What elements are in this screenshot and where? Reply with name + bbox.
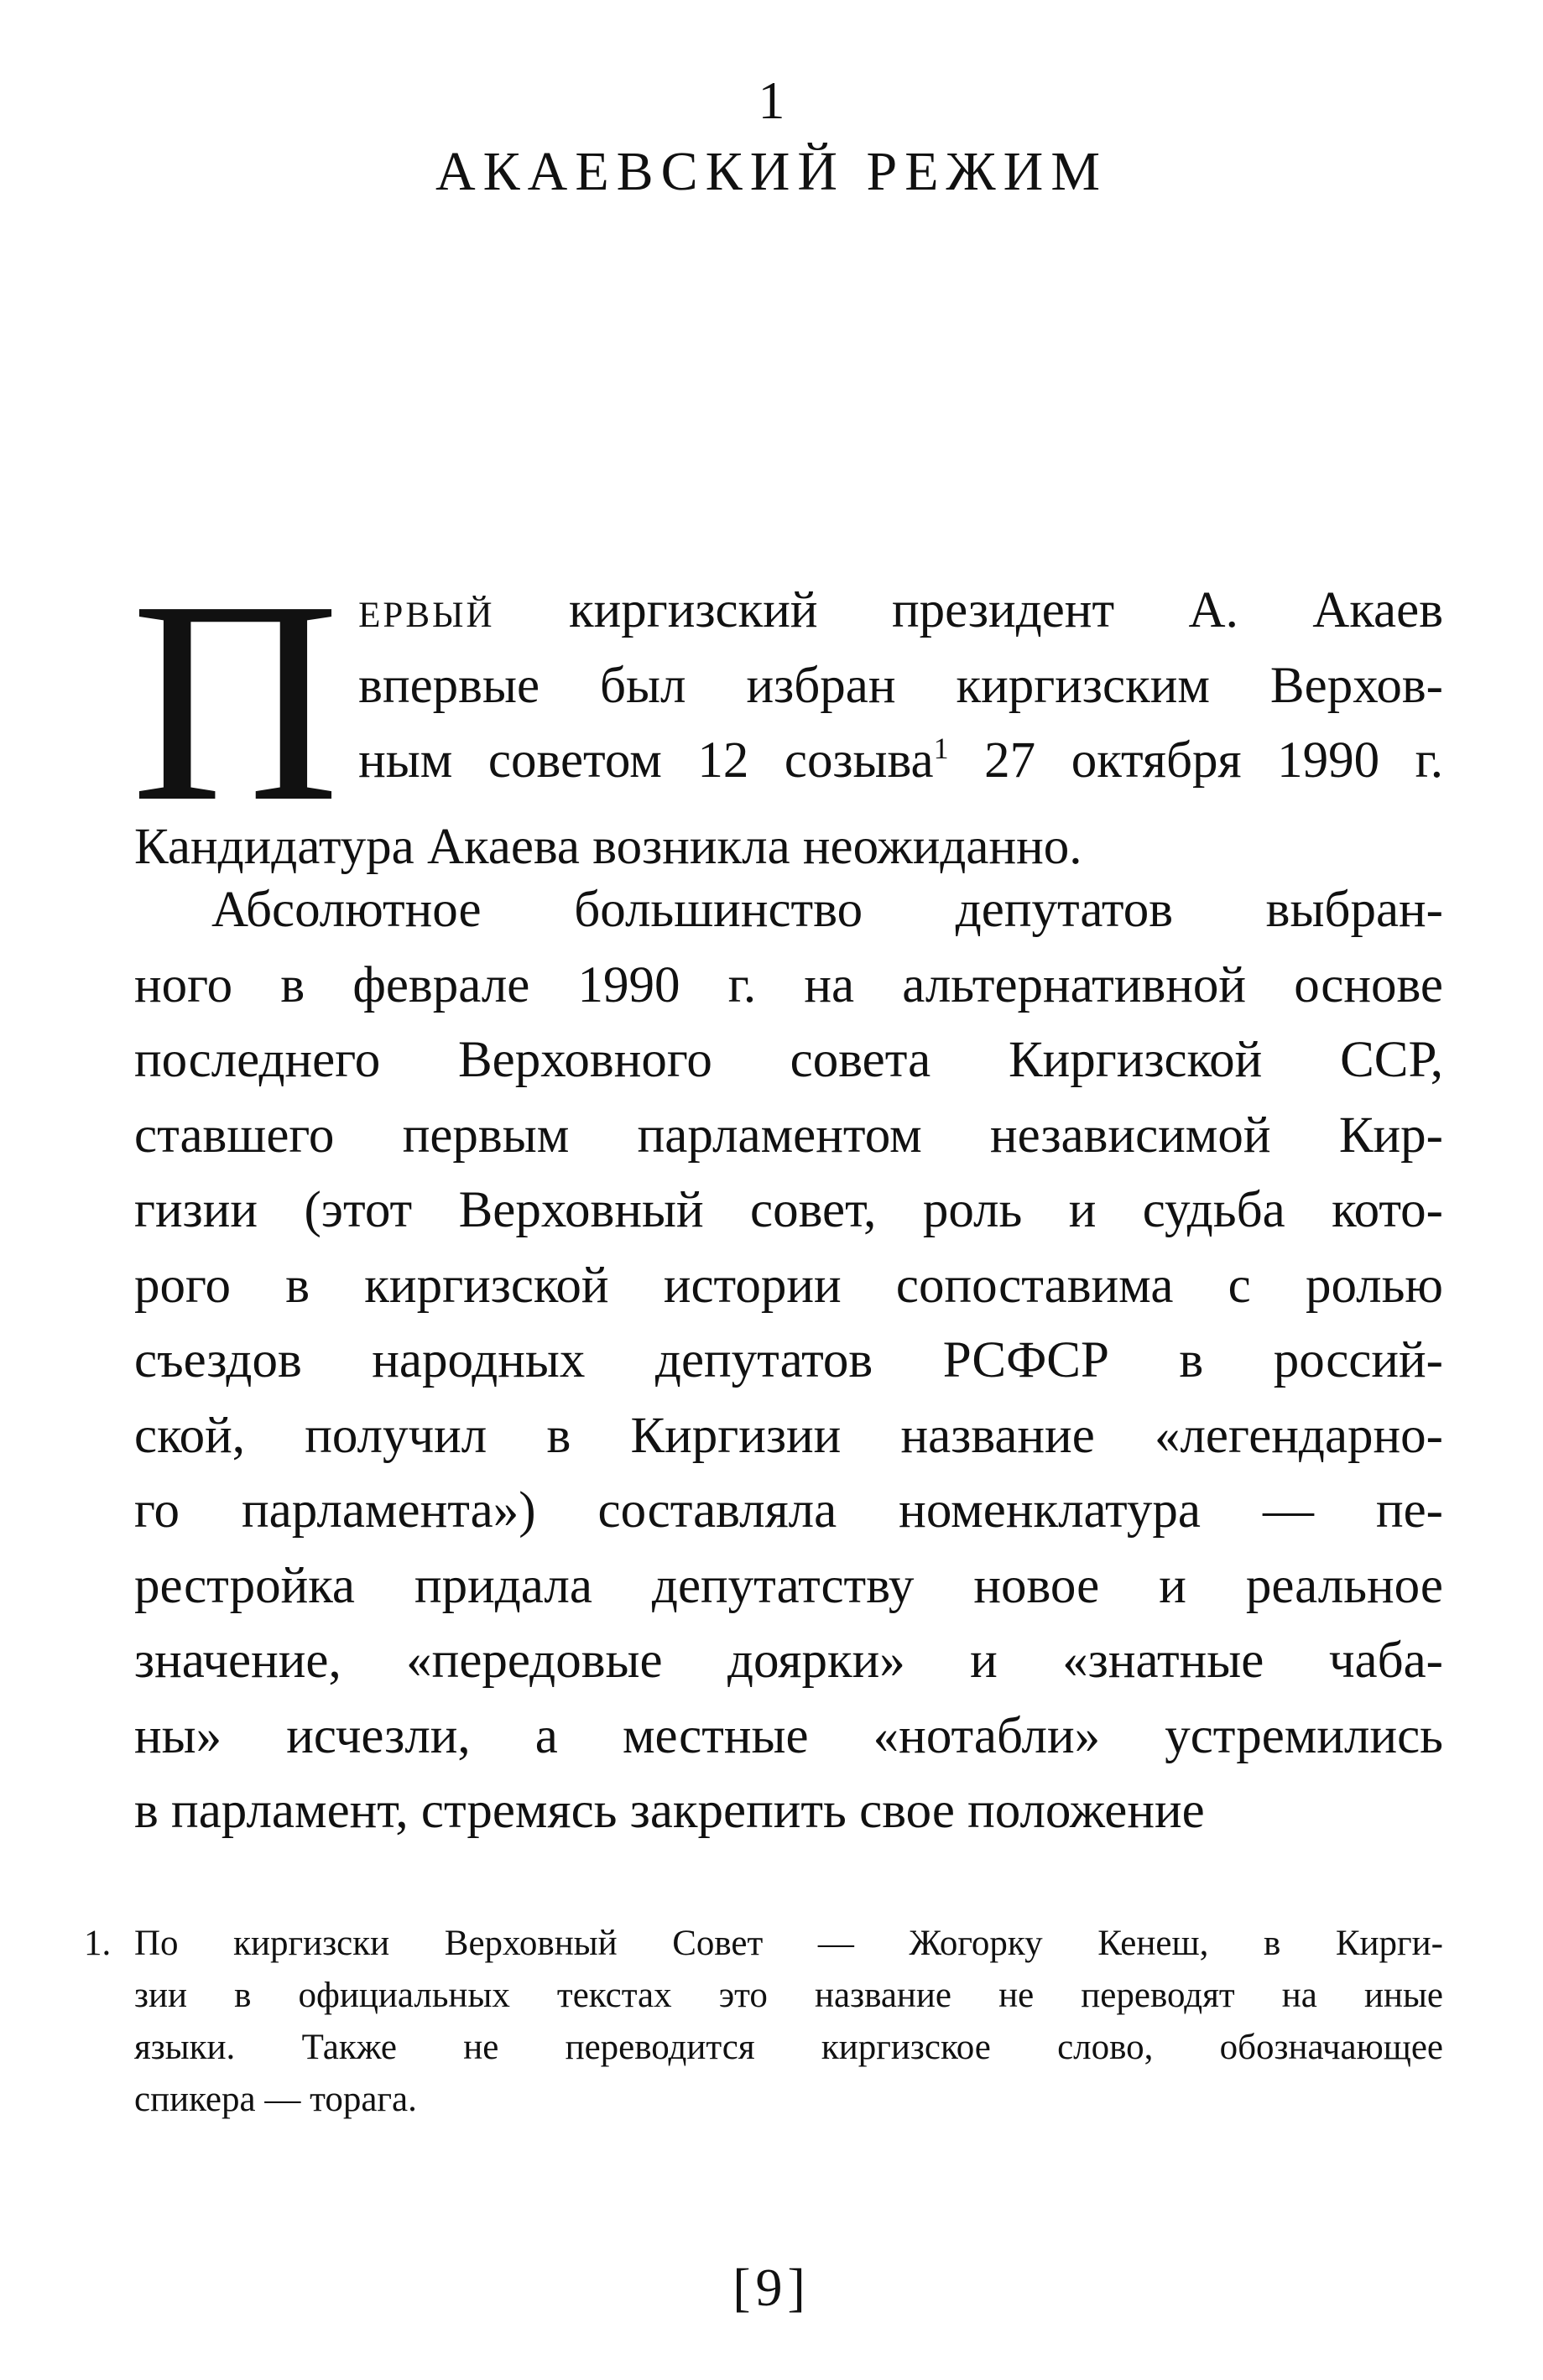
paragraph-2-line: го парламента») составляла номенклатура — пе-: [134, 1482, 1443, 1539]
footnote-text: [134, 1918, 1443, 2126]
line-3-start: ным советом 12 созыва: [358, 732, 934, 789]
drop-cap: П: [131, 541, 341, 862]
paragraph-1-line-2: впервые был избран киргизским Верхов-: [358, 657, 1443, 714]
chapter-title: АКАЕВСКИЙ РЕЖИМ: [435, 141, 1108, 202]
paragraph-2-line: ской, получил в Киргизии название «легендарно-: [134, 1407, 1443, 1464]
footnote: [84, 1918, 1443, 2126]
paragraph-2-line: ного в феврале 1990 г. на альтернативной основе: [134, 956, 1443, 1013]
chapter-number: 1: [758, 70, 785, 130]
paragraph-2-line: ставшего первым парламентом независимой Кир-: [134, 1107, 1443, 1164]
footnote-line: По киргизски Верховный Совет — Жогорку Кенеш, в Кирги-: [134, 1924, 1443, 1963]
paragraph-2-line: Абсолютное большинство депутатов выбран-: [211, 882, 1443, 938]
footnote-line: спикера — торага.: [134, 2080, 417, 2119]
footnote-number: 1.: [84, 1924, 112, 1963]
footnote-reference[interactable]: 1: [933, 732, 949, 765]
line-1-rest: киргизский президент А. Акаев: [494, 582, 1443, 638]
paragraph-2-line: значение, «передовые доярки» и «знатные чаба-: [134, 1633, 1443, 1689]
paragraph-2-line: рестройка придала депутатству новое и реальное: [134, 1557, 1443, 1614]
paragraph-2-line: последнего Верховного совета Киргизской ССР,: [134, 1032, 1443, 1088]
paragraph-1: [131, 541, 1443, 885]
lead-small-caps: ервый: [358, 582, 495, 638]
paragraph-2-line: в парламент, стремясь закрепить свое положение: [134, 1783, 1205, 1839]
paragraph-2-line: гизии (этот Верховный совет, роль и судьба кото-: [134, 1182, 1443, 1238]
paragraph-2-line: съездов народных депутатов РСФСР в россий-: [134, 1332, 1443, 1388]
paragraph-2: [134, 872, 1443, 1849]
page-number: [9]: [732, 2258, 811, 2317]
paragraph-2-line: ны» исчезли, а местные «нотабли» устремились: [134, 1707, 1443, 1764]
line-3-end: 27 октября 1990 г.: [948, 732, 1443, 789]
paragraph-1-line-4: Кандидатура Акаева возникла неожиданно.: [134, 819, 1082, 875]
paragraph-2-line: рого в киргизской истории сопоставима с ролью: [134, 1257, 1443, 1314]
footnote-line: зии в официальных текстах это название не переводят на иные: [134, 1976, 1443, 2015]
footnote-line: языки. Также не переводится киргизское слово, обозначающее: [134, 2028, 1443, 2067]
